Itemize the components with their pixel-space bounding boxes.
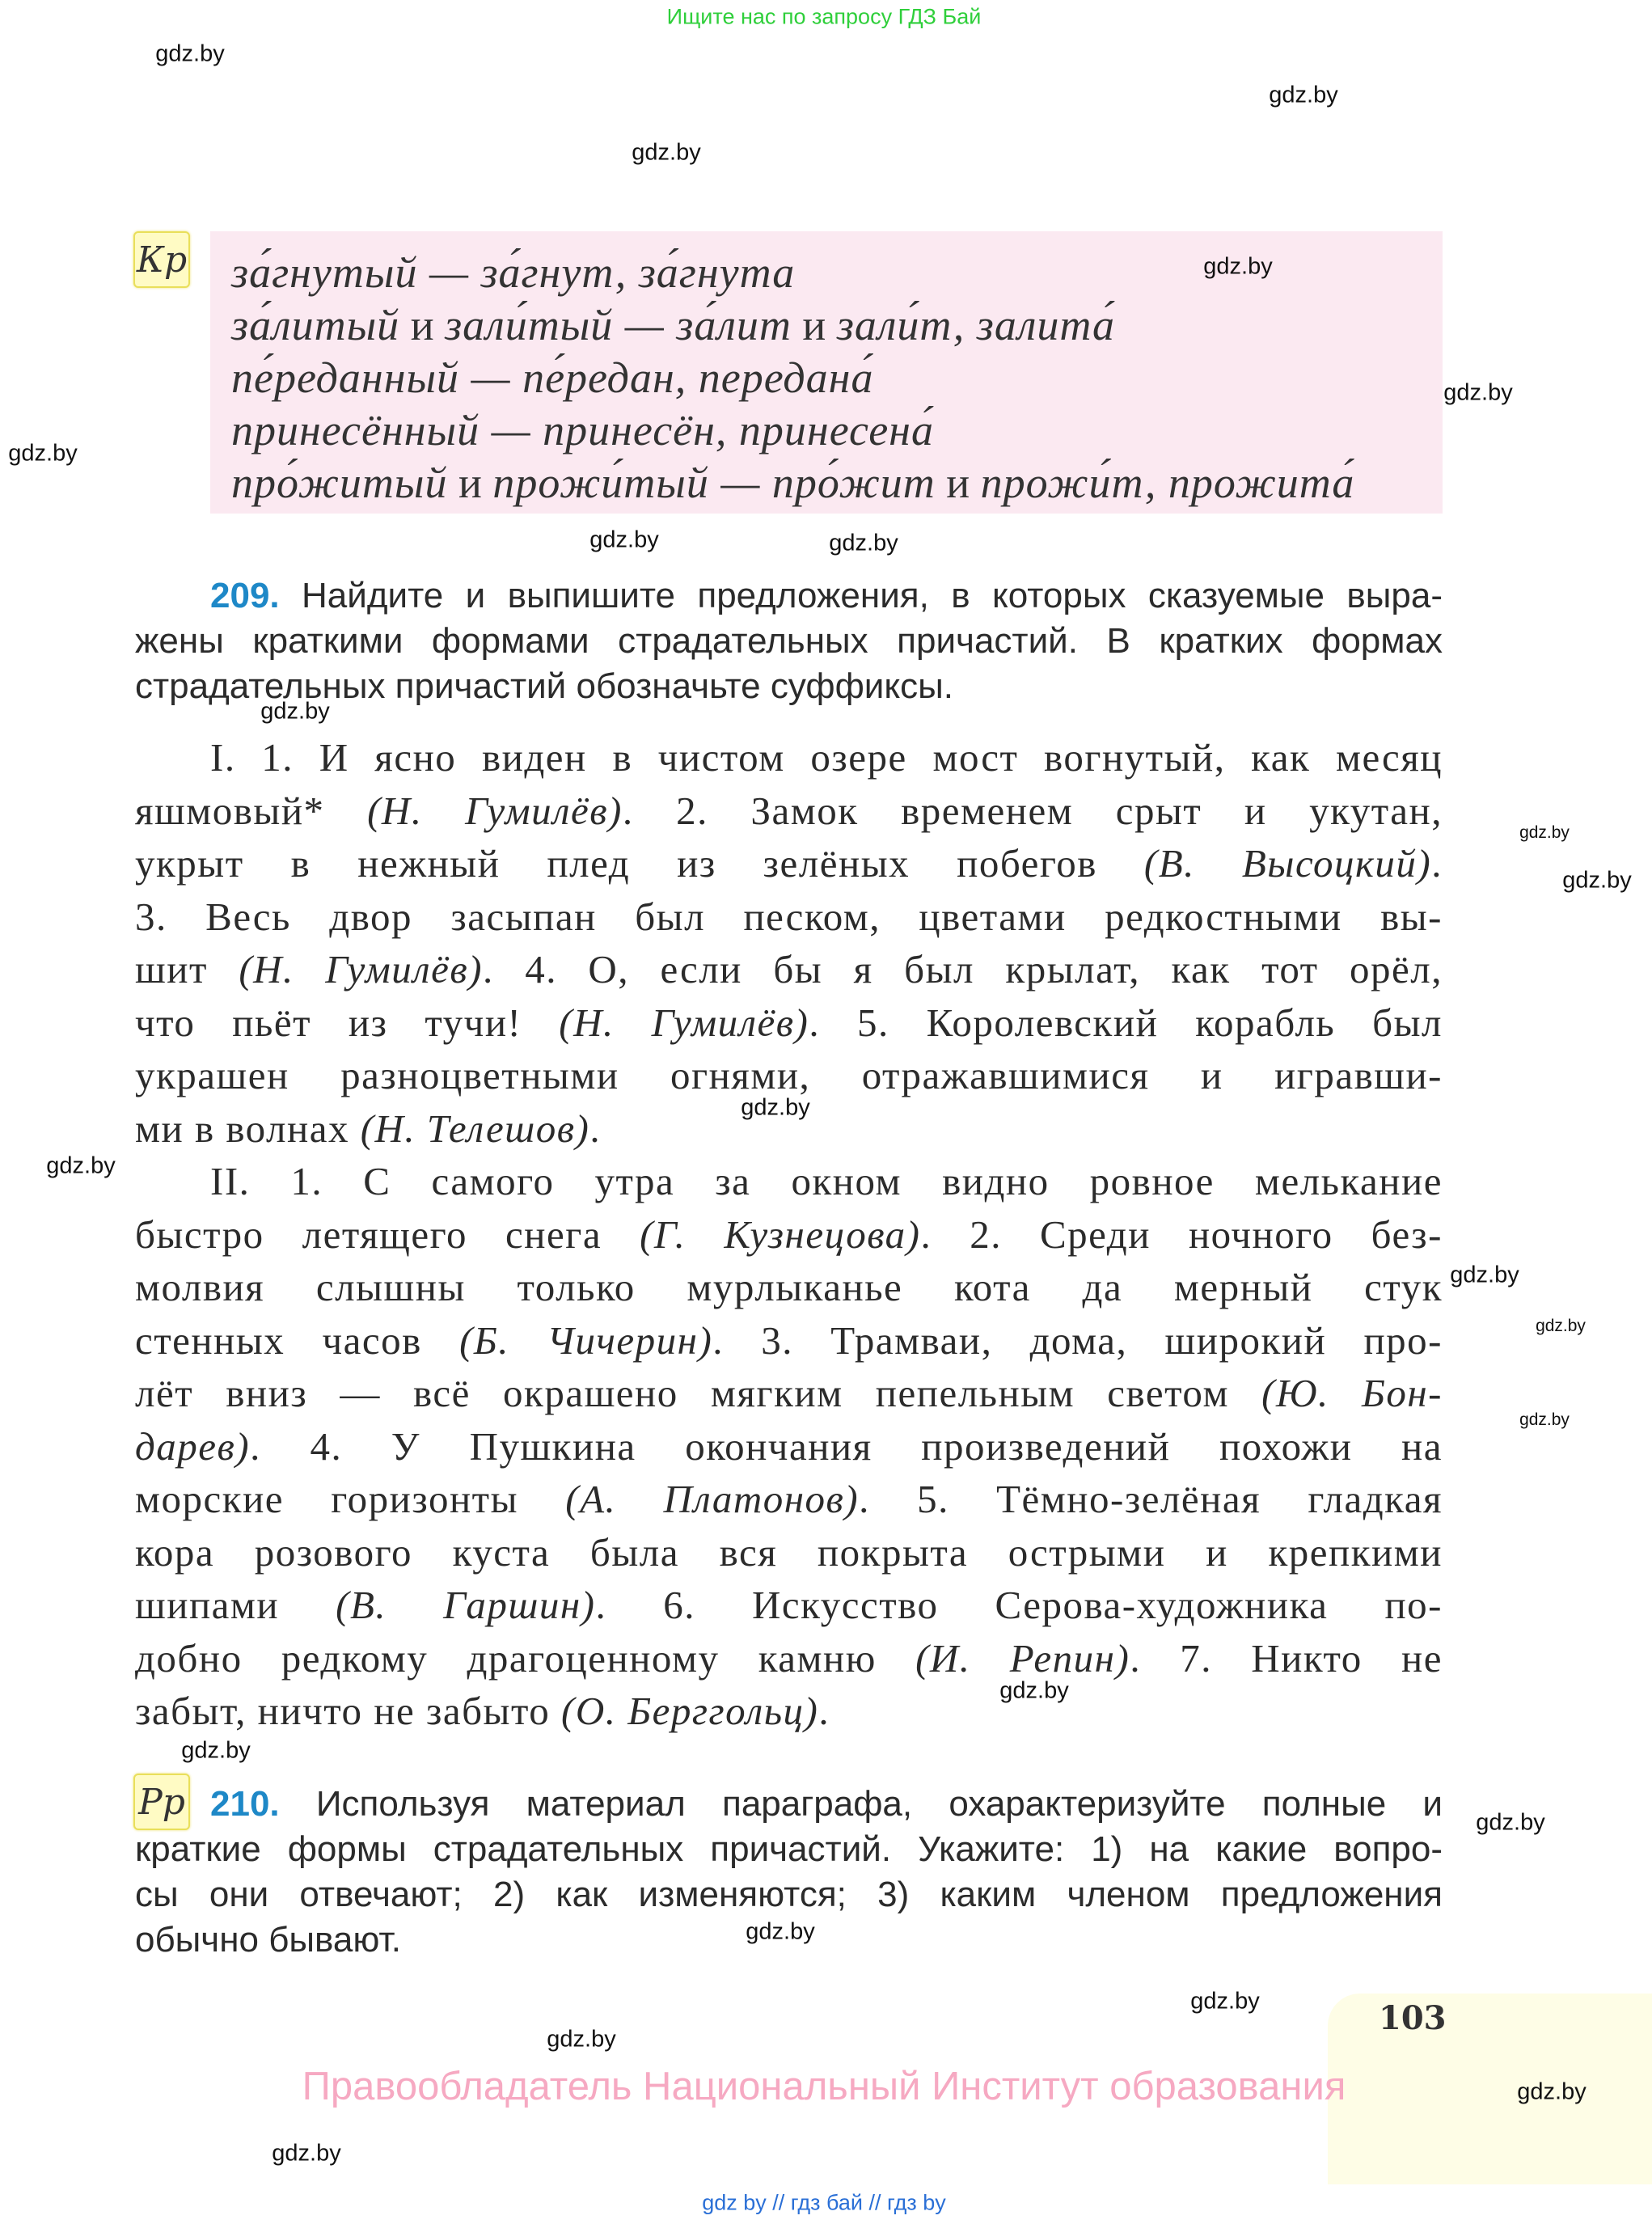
italic-segment: (И. Репин) [915,1635,1130,1681]
watermark: gdz.by [1190,1988,1260,2015]
italic-segment: дарев) [135,1423,251,1469]
watermark: gdz.by [155,40,225,67]
text-segment: яшмовый* [135,788,368,833]
italic-segment: зали́тый — за́лит [445,301,792,349]
text-segment: лёт вниз — всё окрашено мягким пепельным светом [135,1371,1262,1415]
text-segment: кора розового куста была вся покрыта острыми и крепкими [135,1529,1443,1575]
italic-segment: (В. Высоцкий) [1143,841,1432,886]
text-line [135,1632,1443,1685]
watermark: gdz.by [1450,1262,1519,1288]
text-line [135,1367,1443,1420]
text-line [135,1685,830,1738]
watermark: gdz.by [8,440,78,467]
italic-segment: прожи́тый — про́жит [492,459,936,507]
text-line [135,890,1443,944]
watermark: gdz.by [547,2026,616,2053]
watermark: gdz.by [1519,1410,1570,1429]
page-number-box [1328,1994,1652,2184]
text-segment: укрыт в нежный плед из зелёных побегов [135,841,1144,886]
text-segment: молвия слышны только мурлыканье кота да мерный стук [135,1265,1443,1309]
watermark: gdz.by [1443,379,1513,406]
text-line [135,573,1443,619]
watermark: gdz.by [46,1152,116,1179]
text-line [231,457,1354,509]
text-line [135,837,1443,890]
watermark: gdz.by [1562,867,1632,894]
text-segment: и [791,301,837,349]
text-segment: забыт, ничто не забыто [135,1689,561,1733]
italic-segment: (В. Гаршин) [336,1583,596,1627]
task-number: 210. [210,1784,280,1824]
text-segment: . 5. Тёмно-зелёная гладкая [859,1477,1443,1521]
italic-segment: за́гнутый — за́гнут, за́гнута [231,248,796,297]
text-line [135,1473,1443,1526]
italic-segment: (Ю. Бон- [1261,1371,1443,1415]
text-segment: Найдите и выпишите предложения, в которых сказуемые выра- [279,576,1443,615]
text-line [135,1579,1443,1632]
text-segment: и [935,459,981,507]
text-line [231,352,873,404]
italic-segment: (Г. Кузнецова) [640,1211,921,1257]
watermark: gdz.by [1269,82,1338,108]
watermark: gdz.by [741,1094,810,1121]
search-hint: Ищите нас по запросу ГДЗ Бай [666,4,982,29]
italic-segment: пе́реданный — пе́редан, передана́ [231,353,874,402]
text-segment: . 2. Среди ночного без- [920,1211,1443,1257]
text-line [231,247,795,299]
text-segment: обычно бывают. [135,1920,401,1960]
rule-lines [231,247,1428,509]
text-segment: II. 1. С самого утра за окном видно ровное мелькание [210,1159,1443,1203]
italic-segment: про́житый [231,459,448,507]
text-segment: краткие формы страдательных причастий. Укажите: 1) на какие вопро- [135,1829,1443,1869]
task-209-text [135,731,1443,1738]
text-segment: морские горизонты [135,1477,566,1521]
text-line [135,1420,1443,1474]
text-segment: . 5. Королевский корабль был [809,1000,1443,1045]
text-segment: шипами [135,1583,336,1627]
watermark: gdz.by [272,2140,341,2167]
text-segment: страдательных причастий обозначьте суффиксы. [135,666,953,706]
text-segment: сы они отвечают; 2) как изменяются; 3) каким членом предложения [135,1875,1443,1914]
text-segment: стенных часов [135,1317,460,1363]
text-segment: и [399,301,446,349]
watermark: gdz.by [260,698,330,725]
task-number: 209. [210,576,280,615]
text-segment: быстро летящего снега [135,1211,640,1257]
text-segment: добно редкому драгоценному камню [135,1635,916,1681]
text-segment: . [1431,841,1443,886]
text-line [135,1782,1443,1827]
text-segment: шит [135,947,239,991]
text-segment: украшен разноцветными огнями, отражавшимися и игравши- [135,1053,1443,1097]
italic-segment: прожи́т, прожита́ [980,459,1355,507]
text-segment: и [447,459,493,507]
italic-segment: (Б. Чичерин) [459,1317,713,1363]
text-segment: 3. Весь двор засыпан был песком, цветами редкостными вы- [135,894,1443,939]
watermark: gdz.by [829,530,898,556]
text-line [135,1827,1443,1872]
copyright-notice: Правообладатель Национальный Институт образования [302,2065,1346,2108]
text-segment: . 3. Трамваи, дома, широкий про- [712,1317,1443,1363]
text-line [135,784,1443,838]
italic-segment: (Н. Телешов) [360,1106,590,1151]
text-line [135,1872,1443,1917]
text-line [135,619,1443,664]
text-line [135,1208,1443,1262]
italic-segment: принесённый — принесён, принесена́ [231,406,934,455]
speech-badge-icon: Рр [133,1774,190,1830]
text-line [135,1155,1443,1208]
text-segment: . 4. О, если бы я был крылат, как тот орёл, [483,947,1443,991]
text-line [135,1526,1443,1579]
text-line [135,996,1443,1050]
watermark: gdz.by [1476,1809,1545,1836]
watermark: gdz.by [1517,2078,1587,2105]
italic-segment: (А. Платонов) [565,1477,860,1521]
text-segment: . [589,1106,602,1151]
watermark: gdz.by [1519,823,1570,842]
italic-segment: (Н. Гумилёв) [239,947,484,991]
text-segment: ми в волнах [135,1106,361,1151]
text-segment: . 6. Искусство Серова-художника по- [595,1583,1443,1627]
watermark: gdz.by [181,1737,251,1764]
italic-segment: (Н. Гумилёв) [559,1000,809,1045]
text-segment: . 4. У Пушкина окончания произведений похожи на [250,1423,1443,1469]
text-line [135,1102,601,1156]
text-line [135,943,1443,996]
italic-segment: за́литый [231,301,400,349]
text-line [135,1917,401,1963]
text-segment: Используя материал параграфа, охарактеризуйте полные и [279,1784,1443,1824]
task-209-instruction [135,573,1443,709]
watermark: gdz.by [632,139,701,166]
text-segment: . 2. Замок временем срыт и укутан, [622,788,1443,833]
watermark: gdz.by [999,1677,1069,1704]
text-line [231,299,1115,352]
text-segment: I. 1. И ясно виден в чистом озере мост вогнутый, как месяц [210,735,1443,780]
text-line [135,664,953,709]
italic-segment: (О. Берггольц) [561,1689,819,1733]
rule-badge-icon: Кр [133,231,190,288]
text-line [135,1261,1443,1314]
text-segment: что пьёт из тучи! [135,1000,560,1045]
page-number: 103 [1379,1999,1447,2037]
text-segment: . [818,1689,830,1733]
watermark: gdz.by [746,1918,815,1945]
watermark: gdz.by [1536,1317,1586,1335]
text-segment: . 7. Никто не [1130,1635,1443,1681]
italic-segment: (Н. Гумилёв) [367,788,623,833]
text-segment: жены краткими формами страдательных причастий. В кратких формах [135,621,1443,661]
text-line [135,1314,1443,1368]
text-line [135,731,1443,784]
watermark: gdz.by [589,526,659,553]
footer-links[interactable]: gdz by // гдз бай // гдз by [702,2190,946,2215]
italic-segment: зали́т, залита́ [836,301,1116,349]
text-line [231,404,934,457]
watermark: gdz.by [1203,253,1273,280]
